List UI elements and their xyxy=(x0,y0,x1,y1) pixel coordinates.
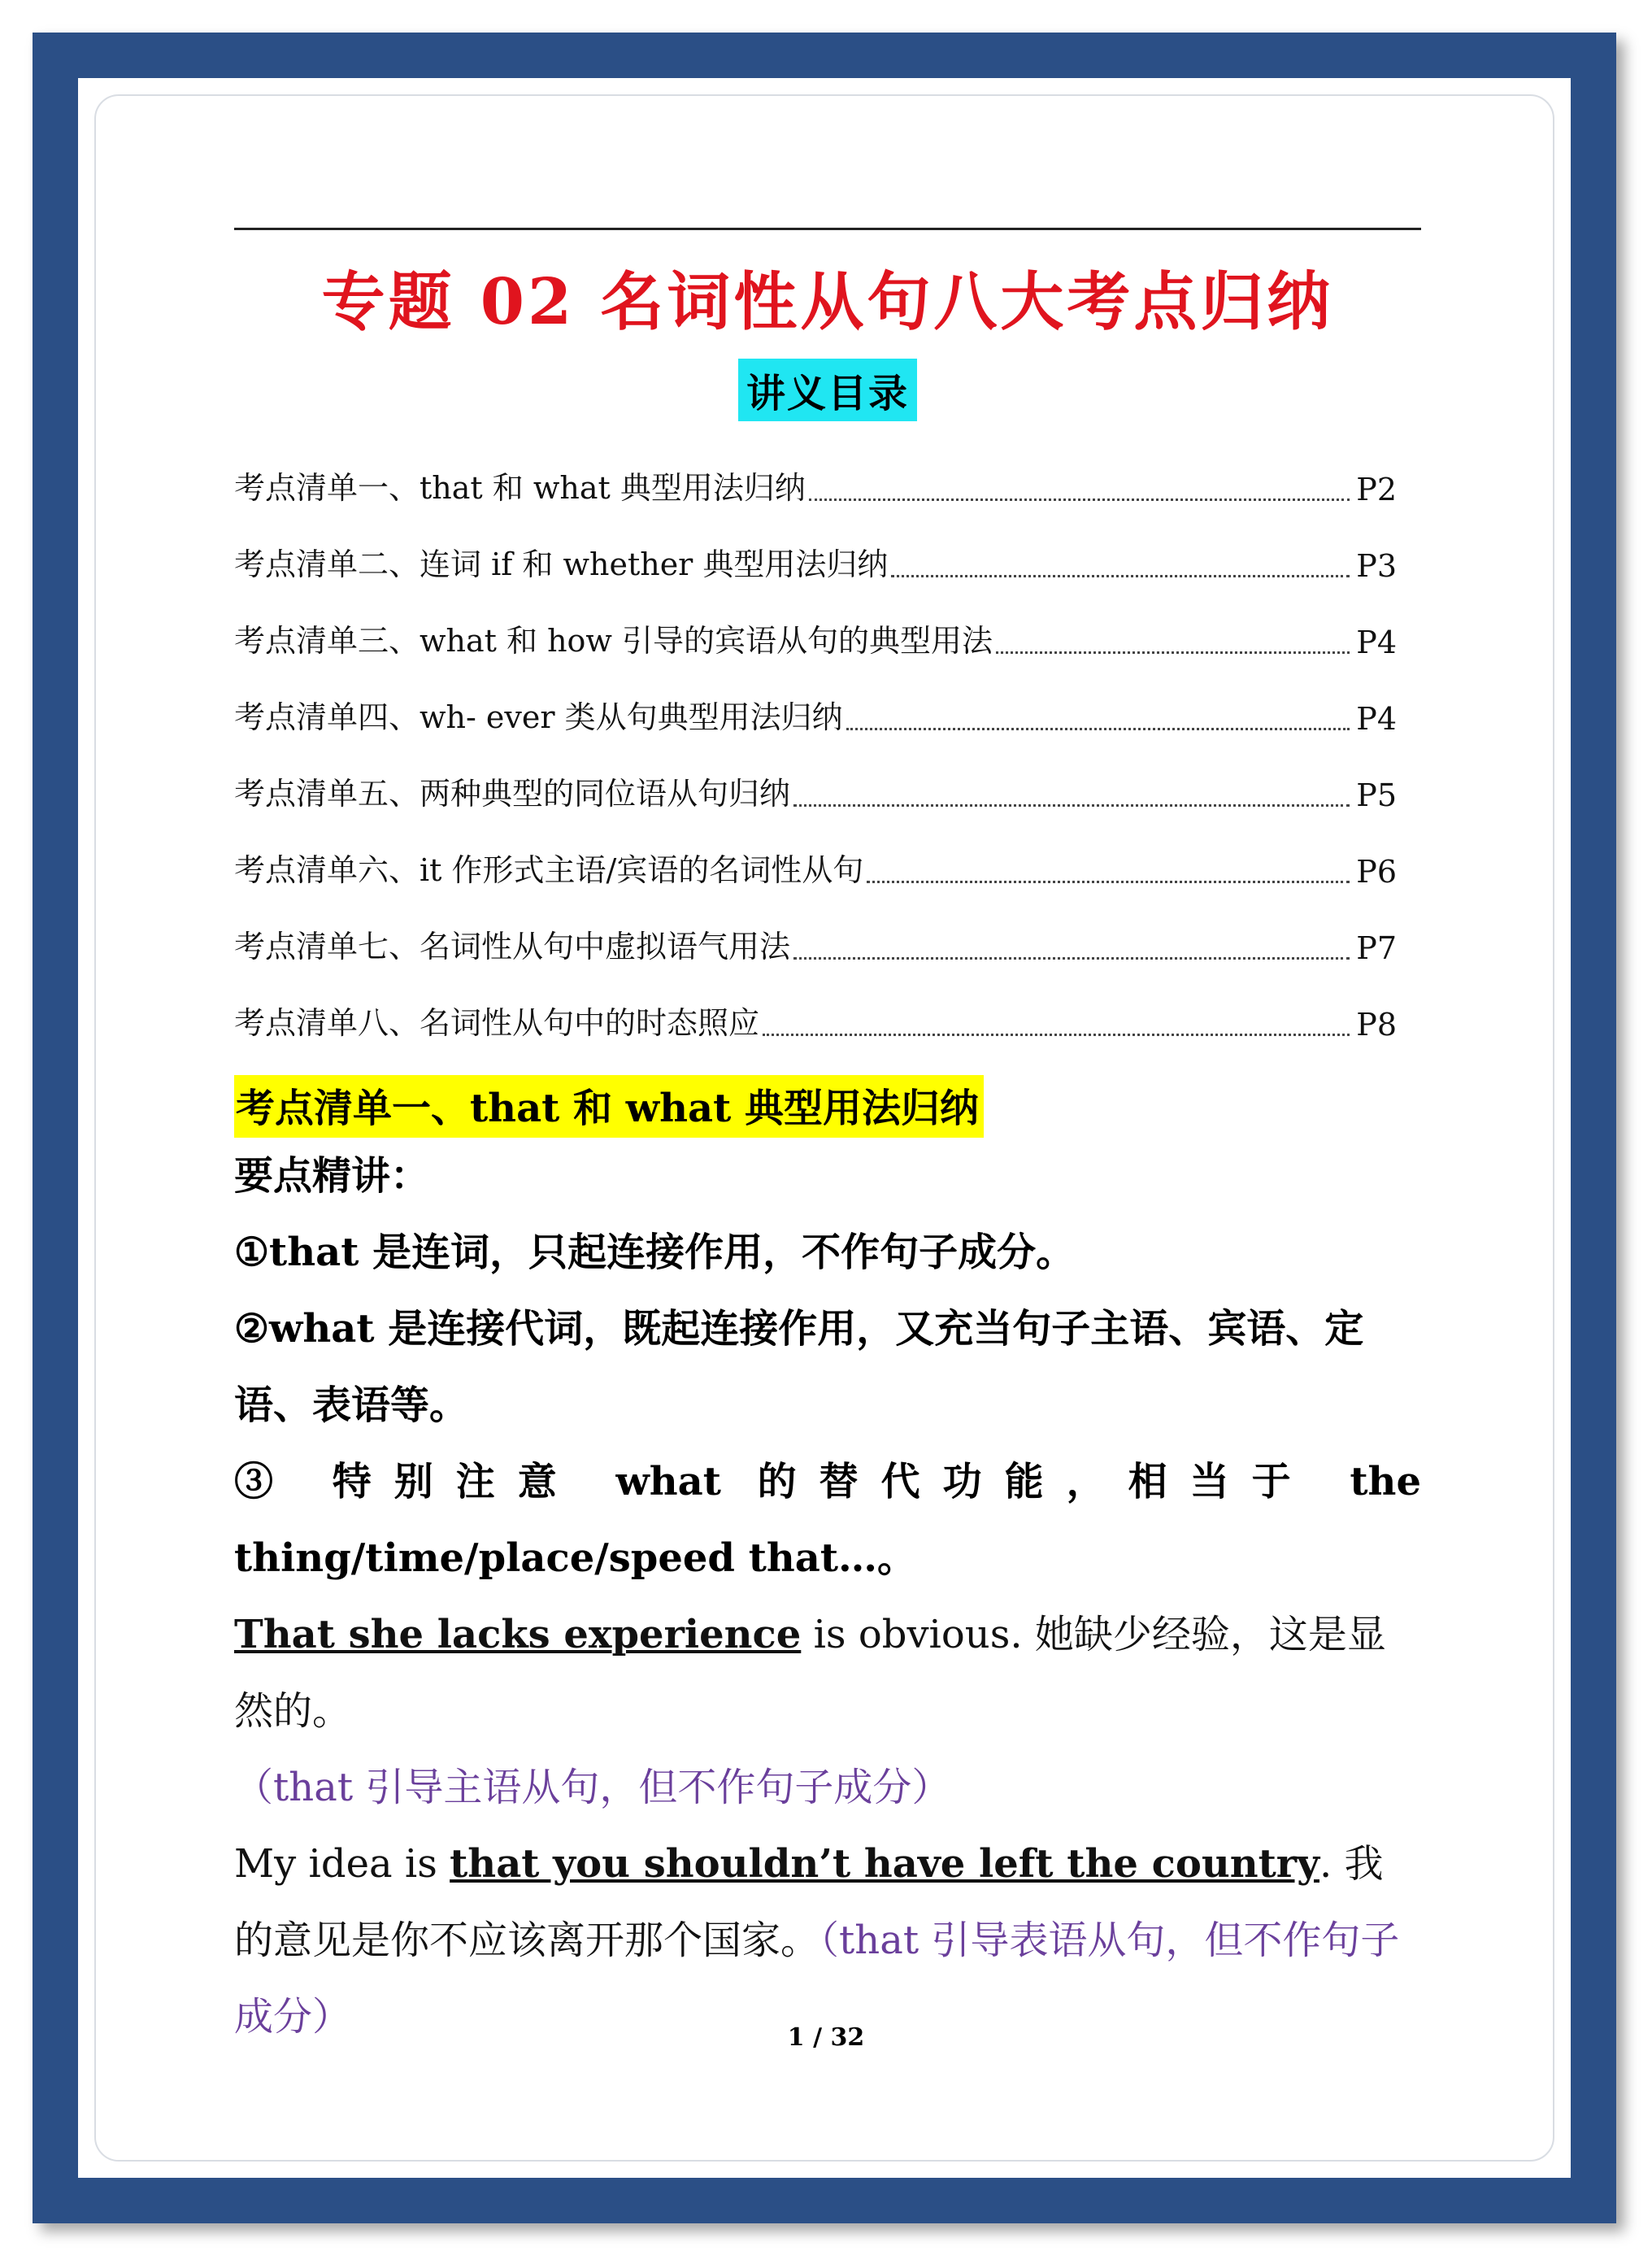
toc-item[interactable] xyxy=(234,673,1397,750)
toc-leader xyxy=(846,728,1350,730)
key-point-3-line1: ③ 特别注意 what 的替代功能，相当于 the xyxy=(234,1458,1421,1504)
toc-leader xyxy=(996,651,1350,654)
toc-item-text: 考点清单八、名词性从句中的时态照应 xyxy=(234,1004,760,1041)
toc-leader xyxy=(809,499,1350,501)
toc-leader xyxy=(793,804,1350,807)
key-point-1: ①that 是连词，只起连接作用，不作句子成分。 xyxy=(234,1229,1076,1275)
document-page xyxy=(234,228,1421,2055)
toc-item-text: 考点清单一、that 和 what 典型用法归纳 xyxy=(234,469,806,506)
toc-item[interactable] xyxy=(234,979,1397,1056)
toc-leader xyxy=(763,1034,1350,1036)
toc-item-text: 考点清单四、wh- ever 类从句典型用法归纳 xyxy=(234,699,843,735)
key-point-3-cont: thing/time/place/speed that…。 xyxy=(234,1535,917,1581)
toc-item[interactable] xyxy=(234,444,1397,520)
key-point-3 xyxy=(234,1443,1421,1520)
example-2-clause: that you shouldn’t have left the country xyxy=(450,1840,1319,1887)
toc-item[interactable] xyxy=(234,903,1397,979)
toc-item-text: 考点清单五、两种典型的同位语从句归纳 xyxy=(234,775,791,812)
example-2-note: （that 引导表语从句，但不作句子成分） xyxy=(234,1917,1400,2040)
toc-item-page: P4 xyxy=(1356,624,1397,660)
subheading: 要点精讲： xyxy=(234,1152,430,1199)
toc-label-container xyxy=(234,359,1421,421)
section-heading: 考点清单一、that 和 what 典型用法归纳 xyxy=(234,1075,984,1138)
toc-item-page: P5 xyxy=(1356,777,1397,813)
section-heading-container xyxy=(234,1075,1421,1138)
toc-item[interactable] xyxy=(234,750,1397,826)
table-of-contents xyxy=(234,444,1397,1056)
example-1-clause: That she lacks experience xyxy=(234,1611,802,1657)
example-2-lead: My idea is xyxy=(234,1840,450,1887)
toc-item[interactable] xyxy=(234,597,1397,673)
toc-item-text: 考点清单二、连词 if 和 whether 典型用法归纳 xyxy=(234,546,889,582)
example-1-note: （that 引导主语从句，但不作句子成分） xyxy=(234,1764,951,1810)
toc-item-text: 考点清单六、it 作形式主语/宾语的名词性从句 xyxy=(234,851,864,888)
toc-item-page: P6 xyxy=(1356,853,1397,890)
toc-item-page: P8 xyxy=(1356,1006,1397,1043)
document-title: 专题 02 名词性从句八大考点归纳 xyxy=(321,265,1334,339)
key-point-2: ②what 是连接代词，既起连接作用，又充当句子主语、宾语、定语、表语等。 xyxy=(234,1305,1364,1428)
toc-item-page: P4 xyxy=(1356,700,1397,737)
toc-item[interactable] xyxy=(234,520,1397,597)
toc-item-text: 考点清单三、what 和 how 引导的宾语从句的典型用法 xyxy=(234,622,993,659)
toc-item-text: 考点清单七、名词性从句中虚拟语气用法 xyxy=(234,928,791,964)
example-2 xyxy=(234,1826,1421,2055)
toc-item-page: P7 xyxy=(1356,930,1397,966)
example-1 xyxy=(234,1596,1421,1826)
toc-label: 讲义目录 xyxy=(738,359,917,421)
header-rule xyxy=(234,228,1421,230)
example-1-rest: is obvious. 她缺少经验，这是显然的。 xyxy=(234,1611,1386,1734)
toc-leader xyxy=(867,881,1350,883)
toc-leader xyxy=(793,957,1350,960)
toc-item-page: P3 xyxy=(1356,547,1397,584)
page-number: 1 / 32 xyxy=(787,2023,865,2052)
toc-item-page: P2 xyxy=(1356,471,1397,507)
toc-item[interactable] xyxy=(234,826,1397,903)
example-2-rest: . 我的意见是你不应该离开那个国家。 xyxy=(234,1840,1384,1963)
toc-leader xyxy=(891,575,1350,577)
